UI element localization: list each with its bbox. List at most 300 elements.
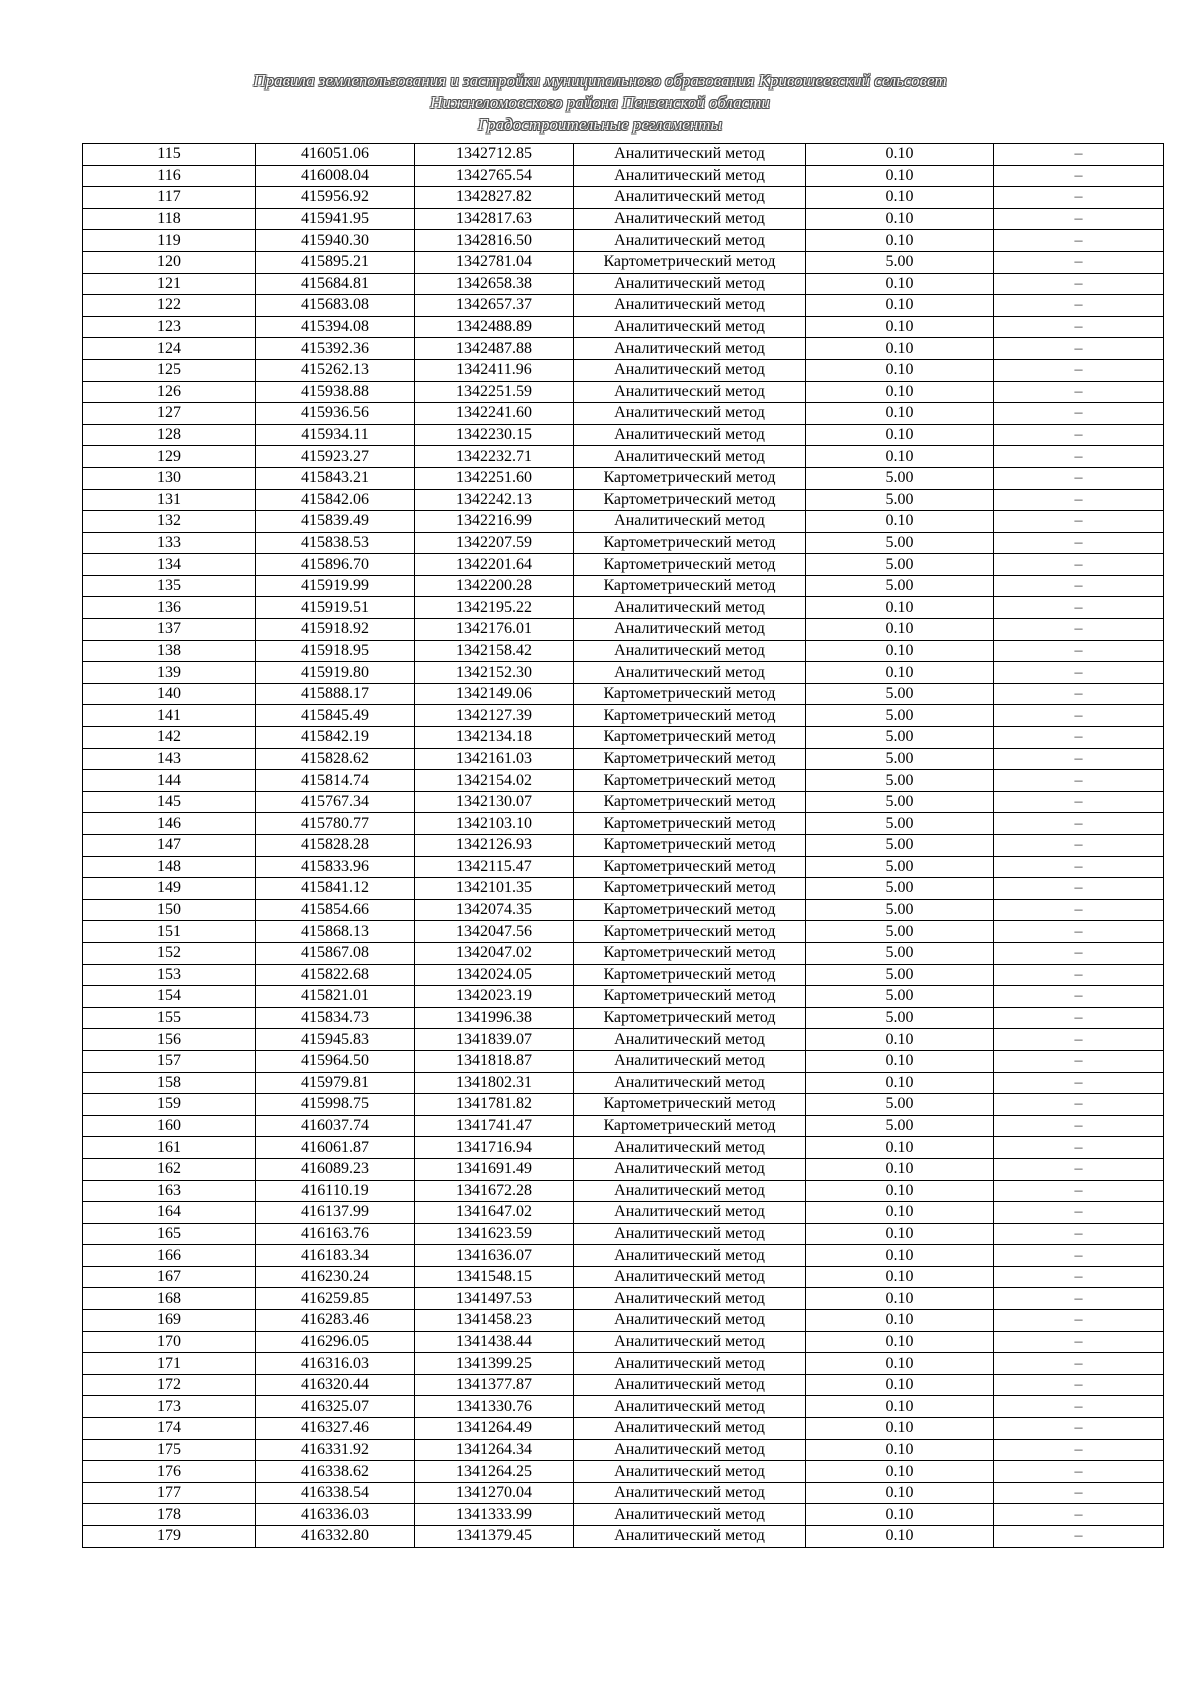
y-coordinate-cell: 1341716.94: [415, 1137, 574, 1159]
y-coordinate-cell: 1342074.35: [415, 899, 574, 921]
table-row: [83, 1396, 1164, 1418]
table-row: [83, 662, 1164, 684]
point-number-cell: 124: [83, 338, 256, 360]
table-row: [83, 1094, 1164, 1116]
method-cell: Аналитический метод: [574, 1137, 806, 1159]
point-number-cell: 152: [83, 942, 256, 964]
x-coordinate-cell: 416137.99: [256, 1202, 415, 1224]
accuracy-cell: 0.10: [806, 1029, 994, 1051]
y-coordinate-cell: 1341264.25: [415, 1461, 574, 1483]
method-cell: Аналитический метод: [574, 1180, 806, 1202]
table-row: [83, 554, 1164, 576]
point-number-cell: 145: [83, 791, 256, 813]
x-coordinate-cell: 415828.62: [256, 748, 415, 770]
note-cell: –: [994, 640, 1164, 662]
accuracy-cell: 0.10: [806, 1353, 994, 1375]
table-row: [83, 1461, 1164, 1483]
note-cell: –: [994, 554, 1164, 576]
y-coordinate-cell: 1342115.47: [415, 856, 574, 878]
table-row: [83, 1353, 1164, 1375]
note-cell: –: [994, 835, 1164, 857]
note-cell: –: [994, 1137, 1164, 1159]
y-coordinate-cell: 1342207.59: [415, 532, 574, 554]
accuracy-cell: 0.10: [806, 1223, 994, 1245]
method-cell: Картометрический метод: [574, 1094, 806, 1116]
method-cell: Аналитический метод: [574, 295, 806, 317]
note-cell: –: [994, 575, 1164, 597]
accuracy-cell: 0.10: [806, 1439, 994, 1461]
method-cell: Аналитический метод: [574, 511, 806, 533]
note-cell: –: [994, 1288, 1164, 1310]
y-coordinate-cell: 1342658.38: [415, 273, 574, 295]
y-coordinate-cell: 1341458.23: [415, 1310, 574, 1332]
accuracy-cell: 5.00: [806, 748, 994, 770]
y-coordinate-cell: 1341270.04: [415, 1482, 574, 1504]
accuracy-cell: 5.00: [806, 467, 994, 489]
accuracy-cell: 5.00: [806, 986, 994, 1008]
table-row: [83, 1331, 1164, 1353]
header-line-1: Правила землепользования и застройки муниципального образования Кривошеевский сельсовет: [253, 71, 947, 90]
method-cell: Аналитический метод: [574, 1374, 806, 1396]
y-coordinate-cell: 1341333.99: [415, 1504, 574, 1526]
point-number-cell: 173: [83, 1396, 256, 1418]
method-cell: Аналитический метод: [574, 446, 806, 468]
table-row: [83, 619, 1164, 641]
note-cell: –: [994, 144, 1164, 166]
x-coordinate-cell: 415895.21: [256, 251, 415, 273]
accuracy-cell: 5.00: [806, 705, 994, 727]
method-cell: Картометрический метод: [574, 748, 806, 770]
table-row: [83, 597, 1164, 619]
note-cell: –: [994, 727, 1164, 749]
note-cell: –: [994, 359, 1164, 381]
table-row: [83, 770, 1164, 792]
table-row: [83, 381, 1164, 403]
x-coordinate-cell: 415843.21: [256, 467, 415, 489]
table-row: [83, 1374, 1164, 1396]
y-coordinate-cell: 1342134.18: [415, 727, 574, 749]
y-coordinate-cell: 1342251.60: [415, 467, 574, 489]
y-coordinate-cell: 1341264.34: [415, 1439, 574, 1461]
point-number-cell: 117: [83, 187, 256, 209]
x-coordinate-cell: 415841.12: [256, 878, 415, 900]
note-cell: –: [994, 316, 1164, 338]
accuracy-cell: 0.10: [806, 1072, 994, 1094]
x-coordinate-cell: 415918.92: [256, 619, 415, 641]
x-coordinate-cell: 416332.80: [256, 1526, 415, 1548]
point-number-cell: 125: [83, 359, 256, 381]
method-cell: Аналитический метод: [574, 662, 806, 684]
coordinates-table: [82, 143, 1164, 1548]
table-row: [83, 575, 1164, 597]
method-cell: Аналитический метод: [574, 338, 806, 360]
y-coordinate-cell: 1342152.30: [415, 662, 574, 684]
y-coordinate-cell: 1342816.50: [415, 230, 574, 252]
y-coordinate-cell: 1342127.39: [415, 705, 574, 727]
y-coordinate-cell: 1342488.89: [415, 316, 574, 338]
point-number-cell: 115: [83, 144, 256, 166]
note-cell: –: [994, 1115, 1164, 1137]
method-cell: Картометрический метод: [574, 489, 806, 511]
method-cell: Аналитический метод: [574, 403, 806, 425]
point-number-cell: 130: [83, 467, 256, 489]
y-coordinate-cell: 1341330.76: [415, 1396, 574, 1418]
table-row: [83, 187, 1164, 209]
accuracy-cell: 0.10: [806, 1202, 994, 1224]
method-cell: Аналитический метод: [574, 597, 806, 619]
x-coordinate-cell: 416338.54: [256, 1482, 415, 1504]
method-cell: Аналитический метод: [574, 640, 806, 662]
point-number-cell: 175: [83, 1439, 256, 1461]
point-number-cell: 171: [83, 1353, 256, 1375]
point-number-cell: 143: [83, 748, 256, 770]
point-number-cell: 174: [83, 1418, 256, 1440]
note-cell: –: [994, 705, 1164, 727]
point-number-cell: 158: [83, 1072, 256, 1094]
accuracy-cell: 0.10: [806, 187, 994, 209]
x-coordinate-cell: 416110.19: [256, 1180, 415, 1202]
table-row: [83, 1504, 1164, 1526]
method-cell: Аналитический метод: [574, 1331, 806, 1353]
point-number-cell: 142: [83, 727, 256, 749]
point-number-cell: 169: [83, 1310, 256, 1332]
x-coordinate-cell: 416331.92: [256, 1439, 415, 1461]
y-coordinate-cell: 1341672.28: [415, 1180, 574, 1202]
table-row: [83, 338, 1164, 360]
method-cell: Картометрический метод: [574, 683, 806, 705]
table-row: [83, 144, 1164, 166]
point-number-cell: 147: [83, 835, 256, 857]
y-coordinate-cell: 1342817.63: [415, 208, 574, 230]
method-cell: Аналитический метод: [574, 1353, 806, 1375]
accuracy-cell: 0.10: [806, 1310, 994, 1332]
method-cell: Аналитический метод: [574, 1504, 806, 1526]
x-coordinate-cell: 415767.34: [256, 791, 415, 813]
point-number-cell: 128: [83, 424, 256, 446]
y-coordinate-cell: 1341647.02: [415, 1202, 574, 1224]
accuracy-cell: 5.00: [806, 964, 994, 986]
y-coordinate-cell: 1341623.59: [415, 1223, 574, 1245]
note-cell: –: [994, 1504, 1164, 1526]
accuracy-cell: 5.00: [806, 942, 994, 964]
x-coordinate-cell: 415888.17: [256, 683, 415, 705]
method-cell: Картометрический метод: [574, 899, 806, 921]
table-row: [83, 1115, 1164, 1137]
table-row: [83, 878, 1164, 900]
method-cell: Картометрический метод: [574, 791, 806, 813]
note-cell: –: [994, 619, 1164, 641]
y-coordinate-cell: 1342023.19: [415, 986, 574, 1008]
note-cell: –: [994, 338, 1164, 360]
point-number-cell: 149: [83, 878, 256, 900]
accuracy-cell: 0.10: [806, 273, 994, 295]
y-coordinate-cell: 1341264.49: [415, 1418, 574, 1440]
point-number-cell: 166: [83, 1245, 256, 1267]
y-coordinate-cell: 1342216.99: [415, 511, 574, 533]
accuracy-cell: 0.10: [806, 1137, 994, 1159]
method-cell: Картометрический метод: [574, 813, 806, 835]
y-coordinate-cell: 1342827.82: [415, 187, 574, 209]
accuracy-cell: 0.10: [806, 424, 994, 446]
point-number-cell: 155: [83, 1007, 256, 1029]
x-coordinate-cell: 416259.85: [256, 1288, 415, 1310]
accuracy-cell: 5.00: [806, 1115, 994, 1137]
y-coordinate-cell: 1342765.54: [415, 165, 574, 187]
table-row: [83, 942, 1164, 964]
y-coordinate-cell: 1342251.59: [415, 381, 574, 403]
note-cell: –: [994, 1331, 1164, 1353]
table-row: [83, 856, 1164, 878]
x-coordinate-cell: 415923.27: [256, 446, 415, 468]
method-cell: Картометрический метод: [574, 942, 806, 964]
note-cell: –: [994, 1223, 1164, 1245]
note-cell: –: [994, 662, 1164, 684]
x-coordinate-cell: 416283.46: [256, 1310, 415, 1332]
table-row: [83, 230, 1164, 252]
table-row: [83, 899, 1164, 921]
accuracy-cell: 5.00: [806, 1094, 994, 1116]
method-cell: Аналитический метод: [574, 359, 806, 381]
point-number-cell: 148: [83, 856, 256, 878]
accuracy-cell: 5.00: [806, 878, 994, 900]
accuracy-cell: 0.10: [806, 640, 994, 662]
note-cell: –: [994, 511, 1164, 533]
table-row: [83, 964, 1164, 986]
note-cell: –: [994, 446, 1164, 468]
table-row: [83, 1526, 1164, 1548]
y-coordinate-cell: 1342230.15: [415, 424, 574, 446]
table-row: [83, 295, 1164, 317]
point-number-cell: 141: [83, 705, 256, 727]
x-coordinate-cell: 416061.87: [256, 1137, 415, 1159]
note-cell: –: [994, 878, 1164, 900]
accuracy-cell: 0.10: [806, 316, 994, 338]
y-coordinate-cell: 1341741.47: [415, 1115, 574, 1137]
method-cell: Картометрический метод: [574, 251, 806, 273]
y-coordinate-cell: 1342176.01: [415, 619, 574, 641]
x-coordinate-cell: 416327.46: [256, 1418, 415, 1440]
table-row: [83, 424, 1164, 446]
table-row: [83, 1310, 1164, 1332]
y-coordinate-cell: 1342200.28: [415, 575, 574, 597]
note-cell: –: [994, 1374, 1164, 1396]
note-cell: –: [994, 532, 1164, 554]
x-coordinate-cell: 415834.73: [256, 1007, 415, 1029]
method-cell: Картометрический метод: [574, 727, 806, 749]
accuracy-cell: 0.10: [806, 597, 994, 619]
point-number-cell: 164: [83, 1202, 256, 1224]
x-coordinate-cell: 415919.51: [256, 597, 415, 619]
x-coordinate-cell: 415839.49: [256, 511, 415, 533]
table-row: [83, 1050, 1164, 1072]
accuracy-cell: 0.10: [806, 295, 994, 317]
note-cell: –: [994, 230, 1164, 252]
y-coordinate-cell: 1342126.93: [415, 835, 574, 857]
note-cell: –: [994, 251, 1164, 273]
method-cell: Картометрический метод: [574, 856, 806, 878]
point-number-cell: 138: [83, 640, 256, 662]
point-number-cell: 121: [83, 273, 256, 295]
note-cell: –: [994, 1461, 1164, 1483]
x-coordinate-cell: 415979.81: [256, 1072, 415, 1094]
x-coordinate-cell: 416316.03: [256, 1353, 415, 1375]
x-coordinate-cell: 415684.81: [256, 273, 415, 295]
accuracy-cell: 0.10: [806, 403, 994, 425]
accuracy-cell: 5.00: [806, 791, 994, 813]
method-cell: Аналитический метод: [574, 381, 806, 403]
method-cell: Картометрический метод: [574, 835, 806, 857]
point-number-cell: 167: [83, 1266, 256, 1288]
note-cell: –: [994, 1526, 1164, 1548]
note-cell: –: [994, 748, 1164, 770]
method-cell: Картометрический метод: [574, 878, 806, 900]
method-cell: Аналитический метод: [574, 1266, 806, 1288]
accuracy-cell: 5.00: [806, 489, 994, 511]
x-coordinate-cell: 416089.23: [256, 1158, 415, 1180]
accuracy-cell: 0.10: [806, 338, 994, 360]
point-number-cell: 119: [83, 230, 256, 252]
table-row: [83, 835, 1164, 857]
x-coordinate-cell: 415896.70: [256, 554, 415, 576]
point-number-cell: 178: [83, 1504, 256, 1526]
y-coordinate-cell: 1342657.37: [415, 295, 574, 317]
y-coordinate-cell: 1341839.07: [415, 1029, 574, 1051]
x-coordinate-cell: 415945.83: [256, 1029, 415, 1051]
note-cell: –: [994, 208, 1164, 230]
table-row: [83, 1072, 1164, 1094]
note-cell: –: [994, 489, 1164, 511]
note-cell: –: [994, 1202, 1164, 1224]
point-number-cell: 154: [83, 986, 256, 1008]
table-row: [83, 165, 1164, 187]
method-cell: Аналитический метод: [574, 1245, 806, 1267]
method-cell: Картометрический метод: [574, 770, 806, 792]
note-cell: –: [994, 1266, 1164, 1288]
table-row: [83, 705, 1164, 727]
x-coordinate-cell: 416037.74: [256, 1115, 415, 1137]
method-cell: Аналитический метод: [574, 1396, 806, 1418]
point-number-cell: 116: [83, 165, 256, 187]
table-row: [83, 1288, 1164, 1310]
table-row: [83, 489, 1164, 511]
x-coordinate-cell: 416338.62: [256, 1461, 415, 1483]
point-number-cell: 176: [83, 1461, 256, 1483]
x-coordinate-cell: 415867.08: [256, 942, 415, 964]
accuracy-cell: 0.10: [806, 208, 994, 230]
y-coordinate-cell: 1342712.85: [415, 144, 574, 166]
accuracy-cell: 0.10: [806, 1526, 994, 1548]
note-cell: –: [994, 1245, 1164, 1267]
method-cell: Картометрический метод: [574, 986, 806, 1008]
table-row: [83, 208, 1164, 230]
method-cell: Аналитический метод: [574, 1223, 806, 1245]
x-coordinate-cell: 415392.36: [256, 338, 415, 360]
note-cell: –: [994, 1353, 1164, 1375]
note-cell: –: [994, 813, 1164, 835]
accuracy-cell: 5.00: [806, 683, 994, 705]
note-cell: –: [994, 1396, 1164, 1418]
table-row: [83, 1223, 1164, 1245]
x-coordinate-cell: 415780.77: [256, 813, 415, 835]
y-coordinate-cell: 1342241.60: [415, 403, 574, 425]
method-cell: Аналитический метод: [574, 187, 806, 209]
table-row: [83, 1418, 1164, 1440]
accuracy-cell: 0.10: [806, 1374, 994, 1396]
point-number-cell: 162: [83, 1158, 256, 1180]
y-coordinate-cell: 1341379.45: [415, 1526, 574, 1548]
header-line-2: Нижнеломовского района Пензенской области: [430, 93, 770, 112]
y-coordinate-cell: 1341399.25: [415, 1353, 574, 1375]
point-number-cell: 160: [83, 1115, 256, 1137]
y-coordinate-cell: 1342130.07: [415, 791, 574, 813]
point-number-cell: 139: [83, 662, 256, 684]
point-number-cell: 159: [83, 1094, 256, 1116]
note-cell: –: [994, 273, 1164, 295]
accuracy-cell: 5.00: [806, 532, 994, 554]
y-coordinate-cell: 1342232.71: [415, 446, 574, 468]
method-cell: Картометрический метод: [574, 1115, 806, 1137]
accuracy-cell: 5.00: [806, 770, 994, 792]
note-cell: –: [994, 683, 1164, 705]
point-number-cell: 140: [83, 683, 256, 705]
accuracy-cell: 0.10: [806, 511, 994, 533]
page-header: [0, 70, 1200, 136]
point-number-cell: 165: [83, 1223, 256, 1245]
note-cell: –: [994, 1439, 1164, 1461]
accuracy-cell: 5.00: [806, 899, 994, 921]
method-cell: Аналитический метод: [574, 1310, 806, 1332]
x-coordinate-cell: 416183.34: [256, 1245, 415, 1267]
method-cell: Картометрический метод: [574, 964, 806, 986]
accuracy-cell: 0.10: [806, 446, 994, 468]
point-number-cell: 131: [83, 489, 256, 511]
note-cell: –: [994, 381, 1164, 403]
table-row: [83, 921, 1164, 943]
y-coordinate-cell: 1342781.04: [415, 251, 574, 273]
y-coordinate-cell: 1342149.06: [415, 683, 574, 705]
table-row: [83, 1245, 1164, 1267]
table-row: [83, 316, 1164, 338]
point-number-cell: 144: [83, 770, 256, 792]
y-coordinate-cell: 1341818.87: [415, 1050, 574, 1072]
note-cell: –: [994, 942, 1164, 964]
method-cell: Аналитический метод: [574, 208, 806, 230]
note-cell: –: [994, 791, 1164, 813]
x-coordinate-cell: 415941.95: [256, 208, 415, 230]
x-coordinate-cell: 415842.19: [256, 727, 415, 749]
accuracy-cell: 5.00: [806, 813, 994, 835]
note-cell: –: [994, 1180, 1164, 1202]
point-number-cell: 136: [83, 597, 256, 619]
x-coordinate-cell: 416336.03: [256, 1504, 415, 1526]
method-cell: Аналитический метод: [574, 1418, 806, 1440]
point-number-cell: 151: [83, 921, 256, 943]
accuracy-cell: 0.10: [806, 165, 994, 187]
x-coordinate-cell: 415998.75: [256, 1094, 415, 1116]
y-coordinate-cell: 1342487.88: [415, 338, 574, 360]
note-cell: –: [994, 1482, 1164, 1504]
point-number-cell: 150: [83, 899, 256, 921]
point-number-cell: 120: [83, 251, 256, 273]
method-cell: Аналитический метод: [574, 1461, 806, 1483]
y-coordinate-cell: 1342201.64: [415, 554, 574, 576]
x-coordinate-cell: 416163.76: [256, 1223, 415, 1245]
table-row: [83, 511, 1164, 533]
y-coordinate-cell: 1341497.53: [415, 1288, 574, 1310]
method-cell: Аналитический метод: [574, 424, 806, 446]
table-row: [83, 1202, 1164, 1224]
table-row: [83, 403, 1164, 425]
